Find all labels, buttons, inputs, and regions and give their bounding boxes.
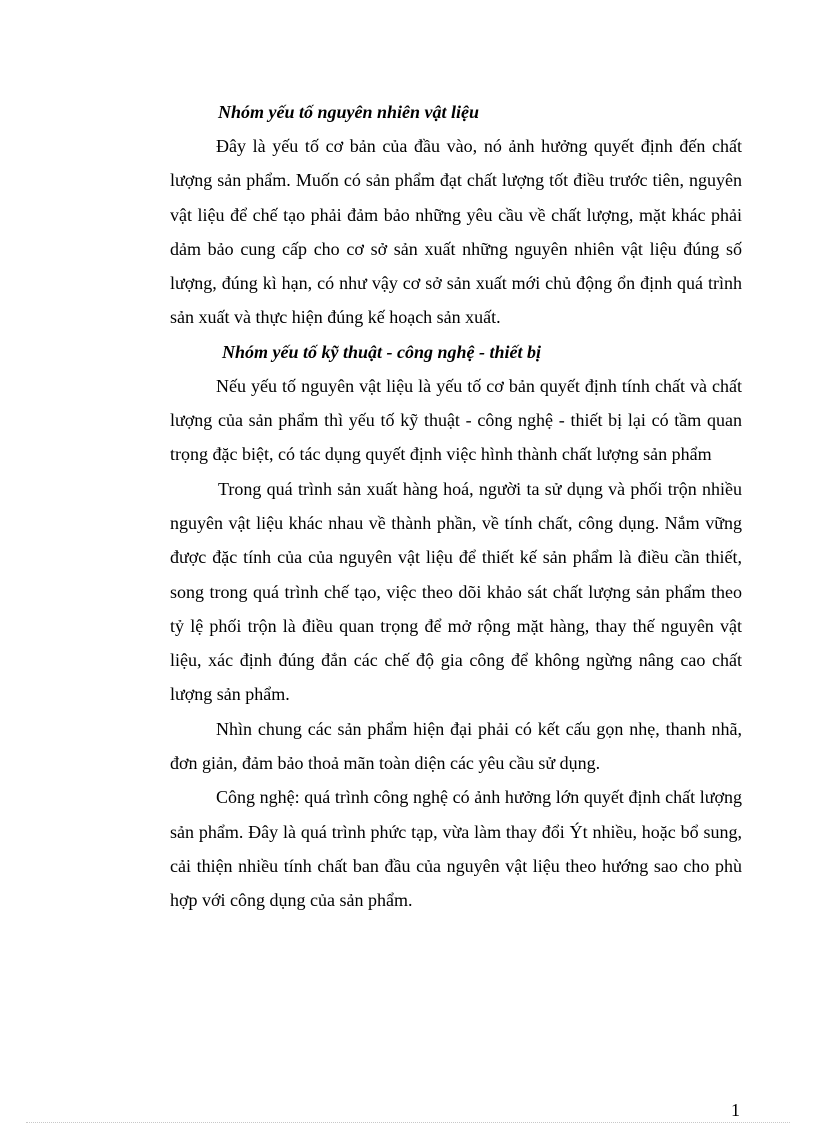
paragraph-materials: Đây là yếu tố cơ bản của đầu vào, nó ảnh hưởng quyết định đến chất lượng sản phẩm. Muốn có sản phẩm đạt chất lượng tốt điều trước tiên, nguyên vật liệu để chế tạo phải đảm bảo những yêu cầu về chất lượng, mặt khác phải dảm bảo cung cấp cho cơ sở sản xuất những nguyên nhiên vật liệu đúng số lượng, đúng kì hạn, có như vậy cơ sở sản xuất mới chủ động ổn định quá trình sản xuất và thực hiện đúng kế hoạch sản xuất.: [170, 136, 742, 328]
page-number: 1: [731, 1100, 740, 1120]
paragraph-technology-intro: Nếu yếu tố nguyên vật liệu là yếu tố cơ bản quyết định tính chất và chất lượng của sản phẩm thì yếu tố kỹ thuật - công nghệ - thiết bị lại có tầm quan trọng đặc biệt, có tác dụng quyết định việc hình thành chất lượng sản phẩm: [170, 375, 742, 465]
paragraph-technology-process: Công nghệ: quá trình công nghệ có ảnh hưởng lớn quyết định chất lượng sản phẩm. Đây là quá trình phức tạp, vừa làm thay đổi Ýt nhiều, hoặc bổ sung, cải thiện nhiều tính chất ban đầu của nguyên vật liệu theo hướng sao cho phù hợp với công dụng của sản phẩm.: [170, 787, 742, 911]
paragraph-modern-products: Nhìn chung các sản phẩm hiện đại phải có kết cấu gọn nhẹ, thanh nhã, đơn giản, đảm bảo thoả mãn toàn diện các yêu cầu sử dụng.: [170, 718, 742, 774]
page-content: [170, 95, 742, 918]
section-heading-materials: Nhóm yếu tố nguyên nhiên vật liệu: [218, 102, 480, 122]
paragraph-production-process: Trong quá trình sản xuất hàng hoá, người ta sử dụng và phối trộn nhiều nguyên vật liệu khác nhau về thành phần, về tính chất, công dụng. Nắm vững được đặc tính của của nguyên vật liệu để thiết kế sản phẩm là điều cần thiết, song trong quá trình chế tạo, việc theo dõi khảo sát chất lượng sản phẩm theo tỷ lệ phối trộn là điều quan trọng để mở rộng mặt hàng, thay thế nguyên vật liệu, xác định đúng đắn các chế độ gia công để không ngừng nâng cao chất lượng sản phẩm.: [170, 478, 742, 705]
section-heading-technology: Nhóm yếu tố kỹ thuật - công nghệ - thiết bị: [222, 341, 542, 362]
